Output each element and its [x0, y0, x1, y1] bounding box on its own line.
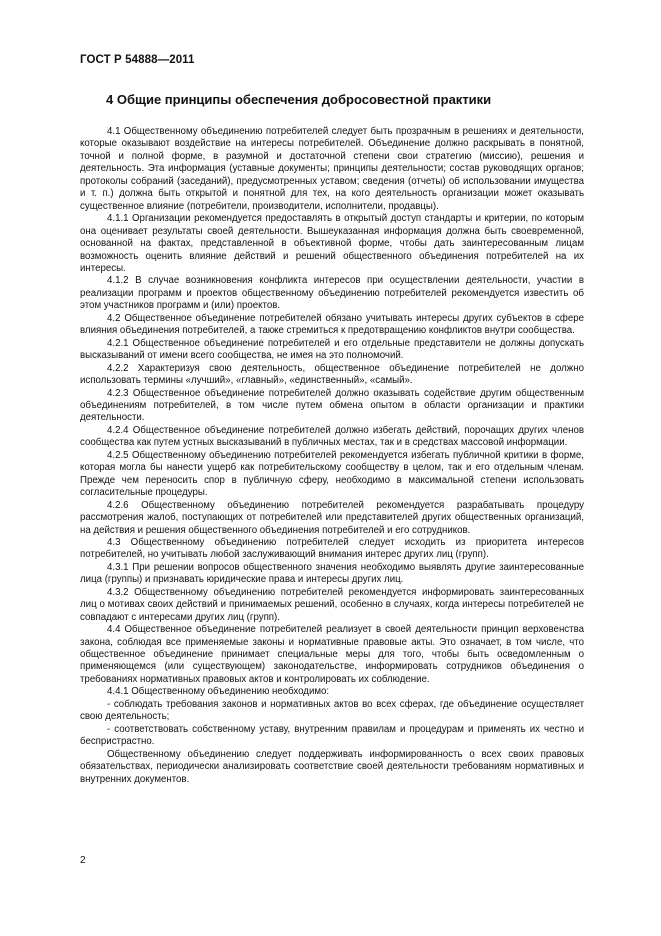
paragraph-4-1: 4.1 Общественному объединению потребителей следует быть прозрачным в решениях и деятельности, которые оказывают воздействие на интересы потребителей. Объединение должно раскрывать в понятной, точной и полной форме, в разумной и достаточной степени свои стратегию (миссию), решения и деятельность. Эта информация (уставные документы; принципы деятельности; состав руководящих органов; протоколы собраний (заседаний), предусмотренных уставом; сведения (отчеты) об использовании имущества и т. п.) должна быть открытой и понятной для тех, на кого деятельность организации может оказывать существенное влияние (потребители, производители, исполнители, продавцы).	[80, 126, 584, 212]
list-item-laws: - соблюдать требования законов и нормативных актов во всех сферах, где объединение осуществляет свою деятельность;	[80, 698, 584, 723]
paragraph-4-1-2: 4.1.2 В случае возникновения конфликта интересов при осуществлении деятельности, участии в реализации программ и проектов общественному объединению потребителей рекомендуется известить об этом участников программ и (или) проектов.	[80, 275, 584, 312]
list-item-charter: - соответствовать собственному уставу, внутренним правилам и процедурам и применять их честно и беспристрастно.	[80, 723, 584, 748]
paragraph-4-4-1: 4.4.1 Общественному объединению необходимо:	[107, 686, 330, 698]
paragraph-4-2-1: 4.2.1 Общественное объединение потребителей и его отдельные представители не должны допускать высказываний от имени всего сообщества, не имея на это полномочий.	[80, 337, 584, 362]
paragraph-4-2-2: 4.2.2 Характеризуя свою деятельность, общественное объединение потребителей не должно использовать термины «лучший», «главный», «единственный», «самый».	[80, 362, 584, 387]
paragraph-4-2-3: 4.2.3 Общественное объединение потребителей должно оказывать содействие другим общественным объединениям потребителей, в том числе путем обмена опытом в области организации и практики деятельности.	[80, 387, 584, 424]
page-number: 2	[80, 855, 86, 866]
document-body	[80, 126, 584, 786]
section-title: 4 Общие принципы обеспечения добросовестной практики	[106, 92, 492, 107]
paragraph-4-3-2: 4.3.2 Общественному объединению потребителей рекомендуется информировать заинтересованных лиц о мотивах своих действий и принимаемых решений, особенно в случаях, когда интересы потребителей не совпадают с интересами других лиц (групп).	[80, 586, 584, 623]
paragraph-4-4: 4.4 Общественное объединение потребителей реализует в своей деятельности принцип верховенства закона, соблюдая все применяемые законы и нормативные правовые акты. Это означает, в том числе, что общественное объединение принимает специальные меры для того, чтобы быть осведомленным о применяющемся (или существующем) законодательстве, информировать сотрудников объединения о требованиях нормативных правовых актов и контролировать их соблюдение.	[80, 624, 584, 685]
paragraph-4-2: 4.2 Общественное объединение потребителей обязано учитывать интересы других субъектов в сфере влияния объединения потребителей, а также стремиться к предотвращению конфликтов внутри сообщества.	[80, 312, 584, 337]
paragraph-4-3-1: 4.3.1 При решении вопросов общественного значения необходимо выявлять другие заинтересованные лица (группы) и признавать юридические права и интересы других лиц.	[80, 561, 584, 586]
paragraph-4-2-5: 4.2.5 Общественному объединению потребителей рекомендуется избегать публичной критики в форме, которая могла бы нанести ущерб как потребительскому сообществу в целом, так и его отдельным членам. Прежде чем переносить спор в публичную сферу, необходимо в максимальной степени использовать согласительные процедуры.	[80, 449, 584, 499]
paragraph-4-2-4: 4.2.4 Общественное объединение потребителей должно избегать действий, порочащих других членов сообщества как путем устных высказываний в публичных местах, так и в средствах массовой информации.	[80, 424, 584, 449]
paragraph-closing: Общественному объединению следует поддерживать информированность о всех своих правовых обязательствах, периодически анализировать соответствие своей деятельности требованиям нормативных и внутренних документов.	[80, 748, 584, 785]
paragraph-4-3: 4.3 Общественному объединению потребителей следует исходить из приоритета интересов потребителей, но учитывать любой заслуживающий внимания интерес других лиц (групп).	[80, 536, 584, 561]
document-code-header: ГОСТ Р 54888—2011	[80, 54, 195, 66]
paragraph-4-2-6: 4.2.6 Общественному объединению потребителей рекомендуется разрабатывать процедуру рассмотрения жалоб, поступающих от потребителей или представителей других общественных организаций, на действия и решения общественного объединения потребителей и его сотрудников.	[80, 499, 584, 536]
paragraph-4-1-1: 4.1.1 Организации рекомендуется предоставлять в открытый доступ стандарты и критерии, по которым она оценивает результаты своей деятельности. Вышеуказанная информация должна быть своевременной, основанной на фактах, представленной в объективной форме, чтобы дать заинтересованным лицам возможность оценить влияние действий и решений общественного объединения потребителей на их интересы.	[80, 213, 584, 274]
